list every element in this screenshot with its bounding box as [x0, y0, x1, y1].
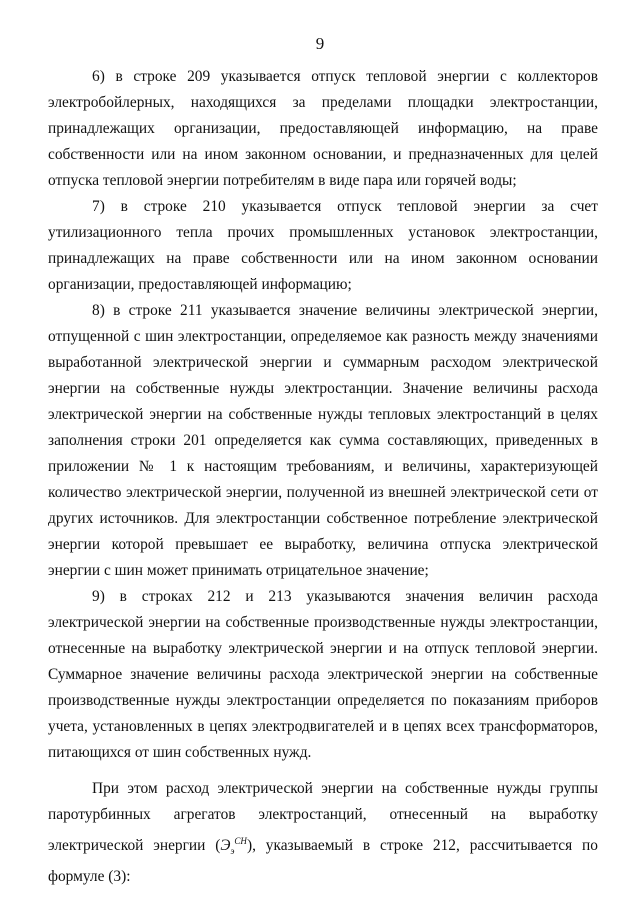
formula-intro-text: При этом расход электрической энергии на собственные нужды группы паротурбинных агрегатов электростанций, отнесенный на выработку электрической энергии ( [48, 780, 598, 855]
energy-symbol [220, 836, 247, 857]
energy-symbol-main: Э [220, 837, 231, 855]
paragraph-item-9: 9) в строках 212 и 213 указываются значения величин расхода электрической энергии на собственные производственные нужды электростанции, отнесенные на выработку электрической энергии и на отпуск тепловой энергии. Суммарное значение величины расхода электрической энергии на собственные производственные нужды электростанции определяется по показаниям приборов учета, установленных в цепях электродвигателей и в цепях всех трансформаторов, питающихся от шин собственных нужд. [48, 588, 598, 761]
formula-intro-paragraph [48, 776, 598, 890]
energy-symbol-subscript: э [230, 846, 235, 857]
energy-symbol-superscript: СН [234, 836, 247, 846]
paragraph-item-6: 6) в строке 209 указывается отпуск тепловой энергии с коллекторов электробойлерных, находящихся за пределами площадки электростанции, принадлежащих организации, предоставляющей информацию, на праве собственности или на ином законном основании, и предназначенных для целей отпуска тепловой энергии потребителям в виде пара или горячей воды; [48, 68, 598, 189]
document-body [48, 64, 598, 890]
formula-intro-tail: ), указываемый в строке 212, рассчитывается по формуле (3): [48, 837, 598, 886]
paragraph-item-7: 7) в строке 210 указывается отпуск тепловой энергии за счет утилизационного тепла прочих промышленных установок электростанции, принадлежащих на праве собственности или на ином законном основании организации, предоставляющей информацию; [48, 198, 598, 293]
paragraph-item-8: 8) в строке 211 указывается значение величины электрической энергии, отпущенной с шин электростанции, определяемое как разность между значениями выработанной электрической энергии и суммарным расходом электрической энергии на собственные нужды электростанции. Значение величины расхода электрической энергии на собственные нужды тепловых электростанций в целях заполнения строки 201 определяется как сумма составляющих, приведенных в приложении № 1 к настоящим требованиям, и величины, характеризующей количество электрической энергии, полученной из внешней электрической сети от других источников. Для электростанции собственное потребление электрической энергии которой превышает ее выработку, величина отпуска электрической энергии с шин может принимать отрицательное значение; [48, 302, 598, 579]
page-number: 9 [315, 34, 325, 53]
